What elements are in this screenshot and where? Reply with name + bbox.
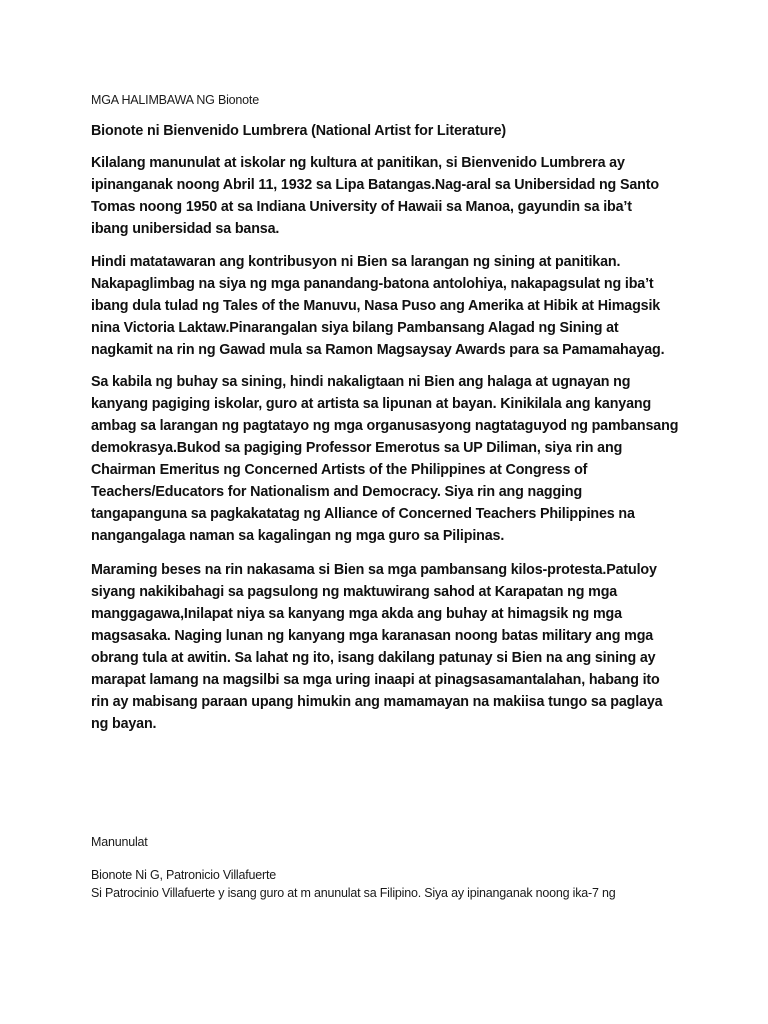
paragraph-line: demokrasya.Bukod sa pagiging Professor Emerotus sa UP Diliman, siya rin ang	[91, 440, 623, 456]
paragraph-line: manggagawa,Inilapat niya sa kanyang mga akda ang buhay at himagsik ng mga	[91, 606, 622, 622]
paragraph-line: ng bayan.	[91, 716, 157, 732]
paragraph-line: tangapanguna sa pagkakatatag ng Alliance of Concerned Teachers Philippines na	[91, 506, 635, 522]
paragraph-line: ipinanganak noong Abril 11, 1932 sa Lipa Batangas.Nag-aral sa Unibersidad ng Santo	[91, 177, 659, 193]
paragraph-line: nagkamit na rin ng Gawad mula sa Ramon Magsaysay Awards para sa Pamamahayag.	[91, 342, 665, 358]
paragraph-line: nangangalaga naman sa kagalingan ng mga guro sa Pilipinas.	[91, 528, 505, 544]
paragraph-line: nina Victoria Laktaw.Pinarangalan siya bilang Pambansang Alagad ng Sining at	[91, 320, 619, 336]
paragraph-line: siyang nakikibahagi sa pagsulong ng maktuwirang sahod at Karapatan ng mga	[91, 584, 618, 600]
paragraph-line: marapat lamang na magsilbi sa mga uring inaapi at pinagsasamantalahan, habang ito	[91, 672, 660, 688]
paragraph-line: Chairman Emeritus ng Concerned Artists of the Philippines at Congress of	[91, 462, 588, 478]
bionote-title: Bionote ni Bienvenido Lumbrera (National Artist for Literature)	[91, 123, 506, 139]
paragraph-line: magsasaka. Naging lunan ng kanyang mga karanasan noong batas military ang mga	[91, 628, 654, 644]
paragraph-line: ibang unibersidad sa bansa.	[91, 221, 280, 237]
paragraph-line: Tomas noong 1950 at sa Indiana University of Hawaii sa Manoa, gayundin sa iba’t	[91, 199, 632, 215]
paragraph-line: ambag sa larangan ng pagtatayo ng mga organusasyong nagtataguyod ng pambansang	[91, 418, 679, 434]
paragraph-line: Nakapaglimbag na siya ng mga panandang-batona antolohiya, nakapagsulat ng iba’t	[91, 276, 654, 292]
document-heading: MGA HALIMBAWA NG Bionote	[91, 93, 259, 107]
paragraph-line: Teachers/Educators for Nationalism and Democracy. Siya rin ang nagging	[91, 484, 583, 500]
manunulat-label: Manunulat	[91, 835, 148, 849]
paragraph-line: Kilalang manunulat at iskolar ng kultura at panitikan, si Bienvenido Lumbrera ay	[91, 155, 625, 171]
paragraph-line: Maraming beses na rin nakasama si Bien sa mga pambansang kilos-protesta.Patuloy	[91, 562, 657, 578]
bionote-title: Bionote Ni G, Patronicio Villafuerte	[91, 868, 277, 882]
paragraph-line: kanyang pagiging iskolar, guro at artista sa lipunan at bayan. Kinikilala ang kanyang	[91, 396, 652, 412]
paragraph-line: rin ay mabisang paraan upang himukin ang mamamayan na makiisa tungo sa paglaya	[91, 694, 663, 710]
paragraph-line: obrang tula at awitin. Sa lahat ng ito, isang dakilang patunay si Bien na ang sining ay	[91, 650, 656, 666]
paragraph-line: Sa kabila ng buhay sa sining, hindi nakaligtaan ni Bien ang halaga at ugnayan ng	[91, 374, 631, 390]
paragraph-line: Si Patrocinio Villafuerte y isang guro at m anunulat sa Filipino. Siya ay ipinanganak noong ika-7 ng	[91, 886, 616, 900]
paragraph-line: Hindi matatawaran ang kontribusyon ni Bien sa larangan ng sining at panitikan.	[91, 254, 621, 270]
paragraph-line: ibang dula tulad ng Tales of the Manuvu, Nasa Puso ang Amerika at Hibik at Himagsik	[91, 298, 661, 314]
